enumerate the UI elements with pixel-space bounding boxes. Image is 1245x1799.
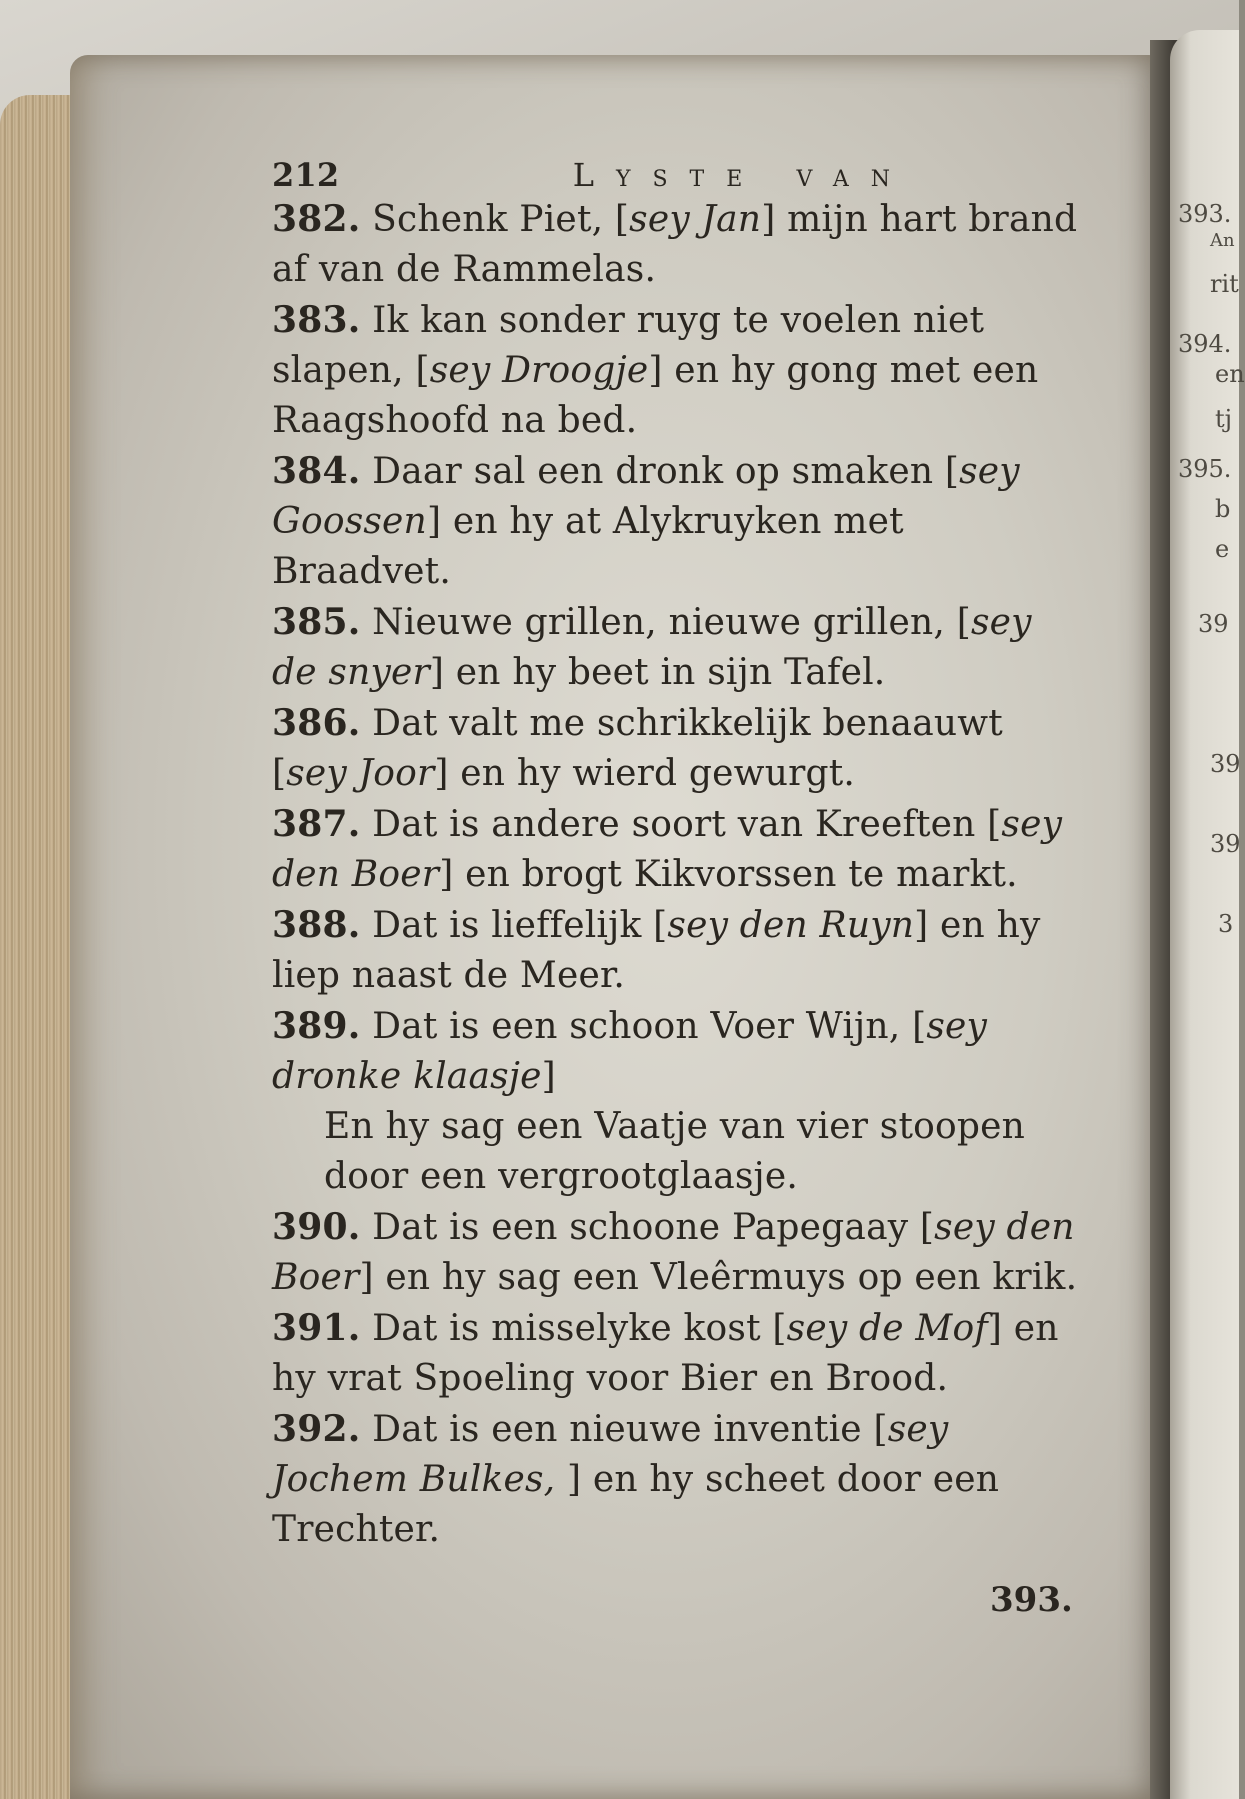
facing-fragment: rit bbox=[1210, 270, 1239, 298]
running-header bbox=[272, 150, 912, 200]
facing-fragment: 39 bbox=[1210, 830, 1241, 858]
facing-fragment: An bbox=[1210, 230, 1235, 251]
facing-fragment: 395. bbox=[1178, 455, 1232, 483]
entry-388: 388. Dat is lieffelijk [sey den Ruyn] en hy liep naast de Meer. bbox=[272, 904, 1041, 996]
entry-386: 386. Dat valt me schrikkelijk benaauwt [sey Joor] en hy wierd gewurgt. bbox=[272, 702, 1003, 794]
page-number: 212 bbox=[272, 156, 340, 194]
page-text bbox=[272, 150, 1082, 1555]
entry-390: 390. Dat is een schoone Papegaay [sey den Boer] en hy sag een Vleêrmuys op een krik. bbox=[272, 1206, 1078, 1298]
running-title: Lyste van bbox=[572, 156, 912, 194]
entry-382: 382. Schenk Piet, [sey Jan] mijn hart brand af van de Rammelas. bbox=[272, 198, 1078, 290]
entry-389-continuation: En hy sag een Vaatje van vier stoopen door een vergrootglaasje. bbox=[324, 1106, 1025, 1197]
entry-392: 392. Dat is een nieuwe inventie [sey Jochem Bulkes, ] en hy scheet door een Trechter. bbox=[272, 1408, 1000, 1550]
facing-fragment: b bbox=[1215, 495, 1231, 523]
entry-385: 385. Nieuwe grillen, nieuwe grillen, [sey de snyer] en hy beet in sijn Tafel. bbox=[272, 601, 1032, 693]
entry-387: 387. Dat is andere soort van Kreeften [sey den Boer] en brogt Kikvorssen te markt. bbox=[272, 803, 1063, 895]
entry-383: 383. Ik kan sonder ruyg te voelen niet slapen, [sey Droogje] en hy gong met een Raagshoofd na bed. bbox=[272, 299, 1039, 441]
facing-fragment: en bbox=[1215, 360, 1245, 388]
facing-fragment: 393. bbox=[1178, 200, 1232, 228]
entry-389: 389. Dat is een schoon Voer Wijn, [sey dronke klaasje] bbox=[272, 1005, 988, 1097]
facing-fragment: 39 bbox=[1210, 750, 1241, 778]
facing-fragment: 39 bbox=[1198, 610, 1229, 638]
entry-384: 384. Daar sal een dronk op smaken [sey Goossen] en hy at Alykruyken met Braadvet. bbox=[272, 450, 1020, 592]
facing-fragment: e bbox=[1215, 535, 1230, 563]
catchword: 393. bbox=[990, 1580, 1073, 1620]
facing-fragment: tj bbox=[1215, 405, 1233, 433]
facing-fragment: 394. bbox=[1178, 330, 1232, 358]
entry-391: 391. Dat is misselyke kost [sey de Mof] en hy vrat Spoeling voor Bier en Brood. bbox=[272, 1307, 1059, 1399]
facing-fragment: 3 bbox=[1218, 910, 1234, 938]
facing-page bbox=[1170, 30, 1245, 1799]
